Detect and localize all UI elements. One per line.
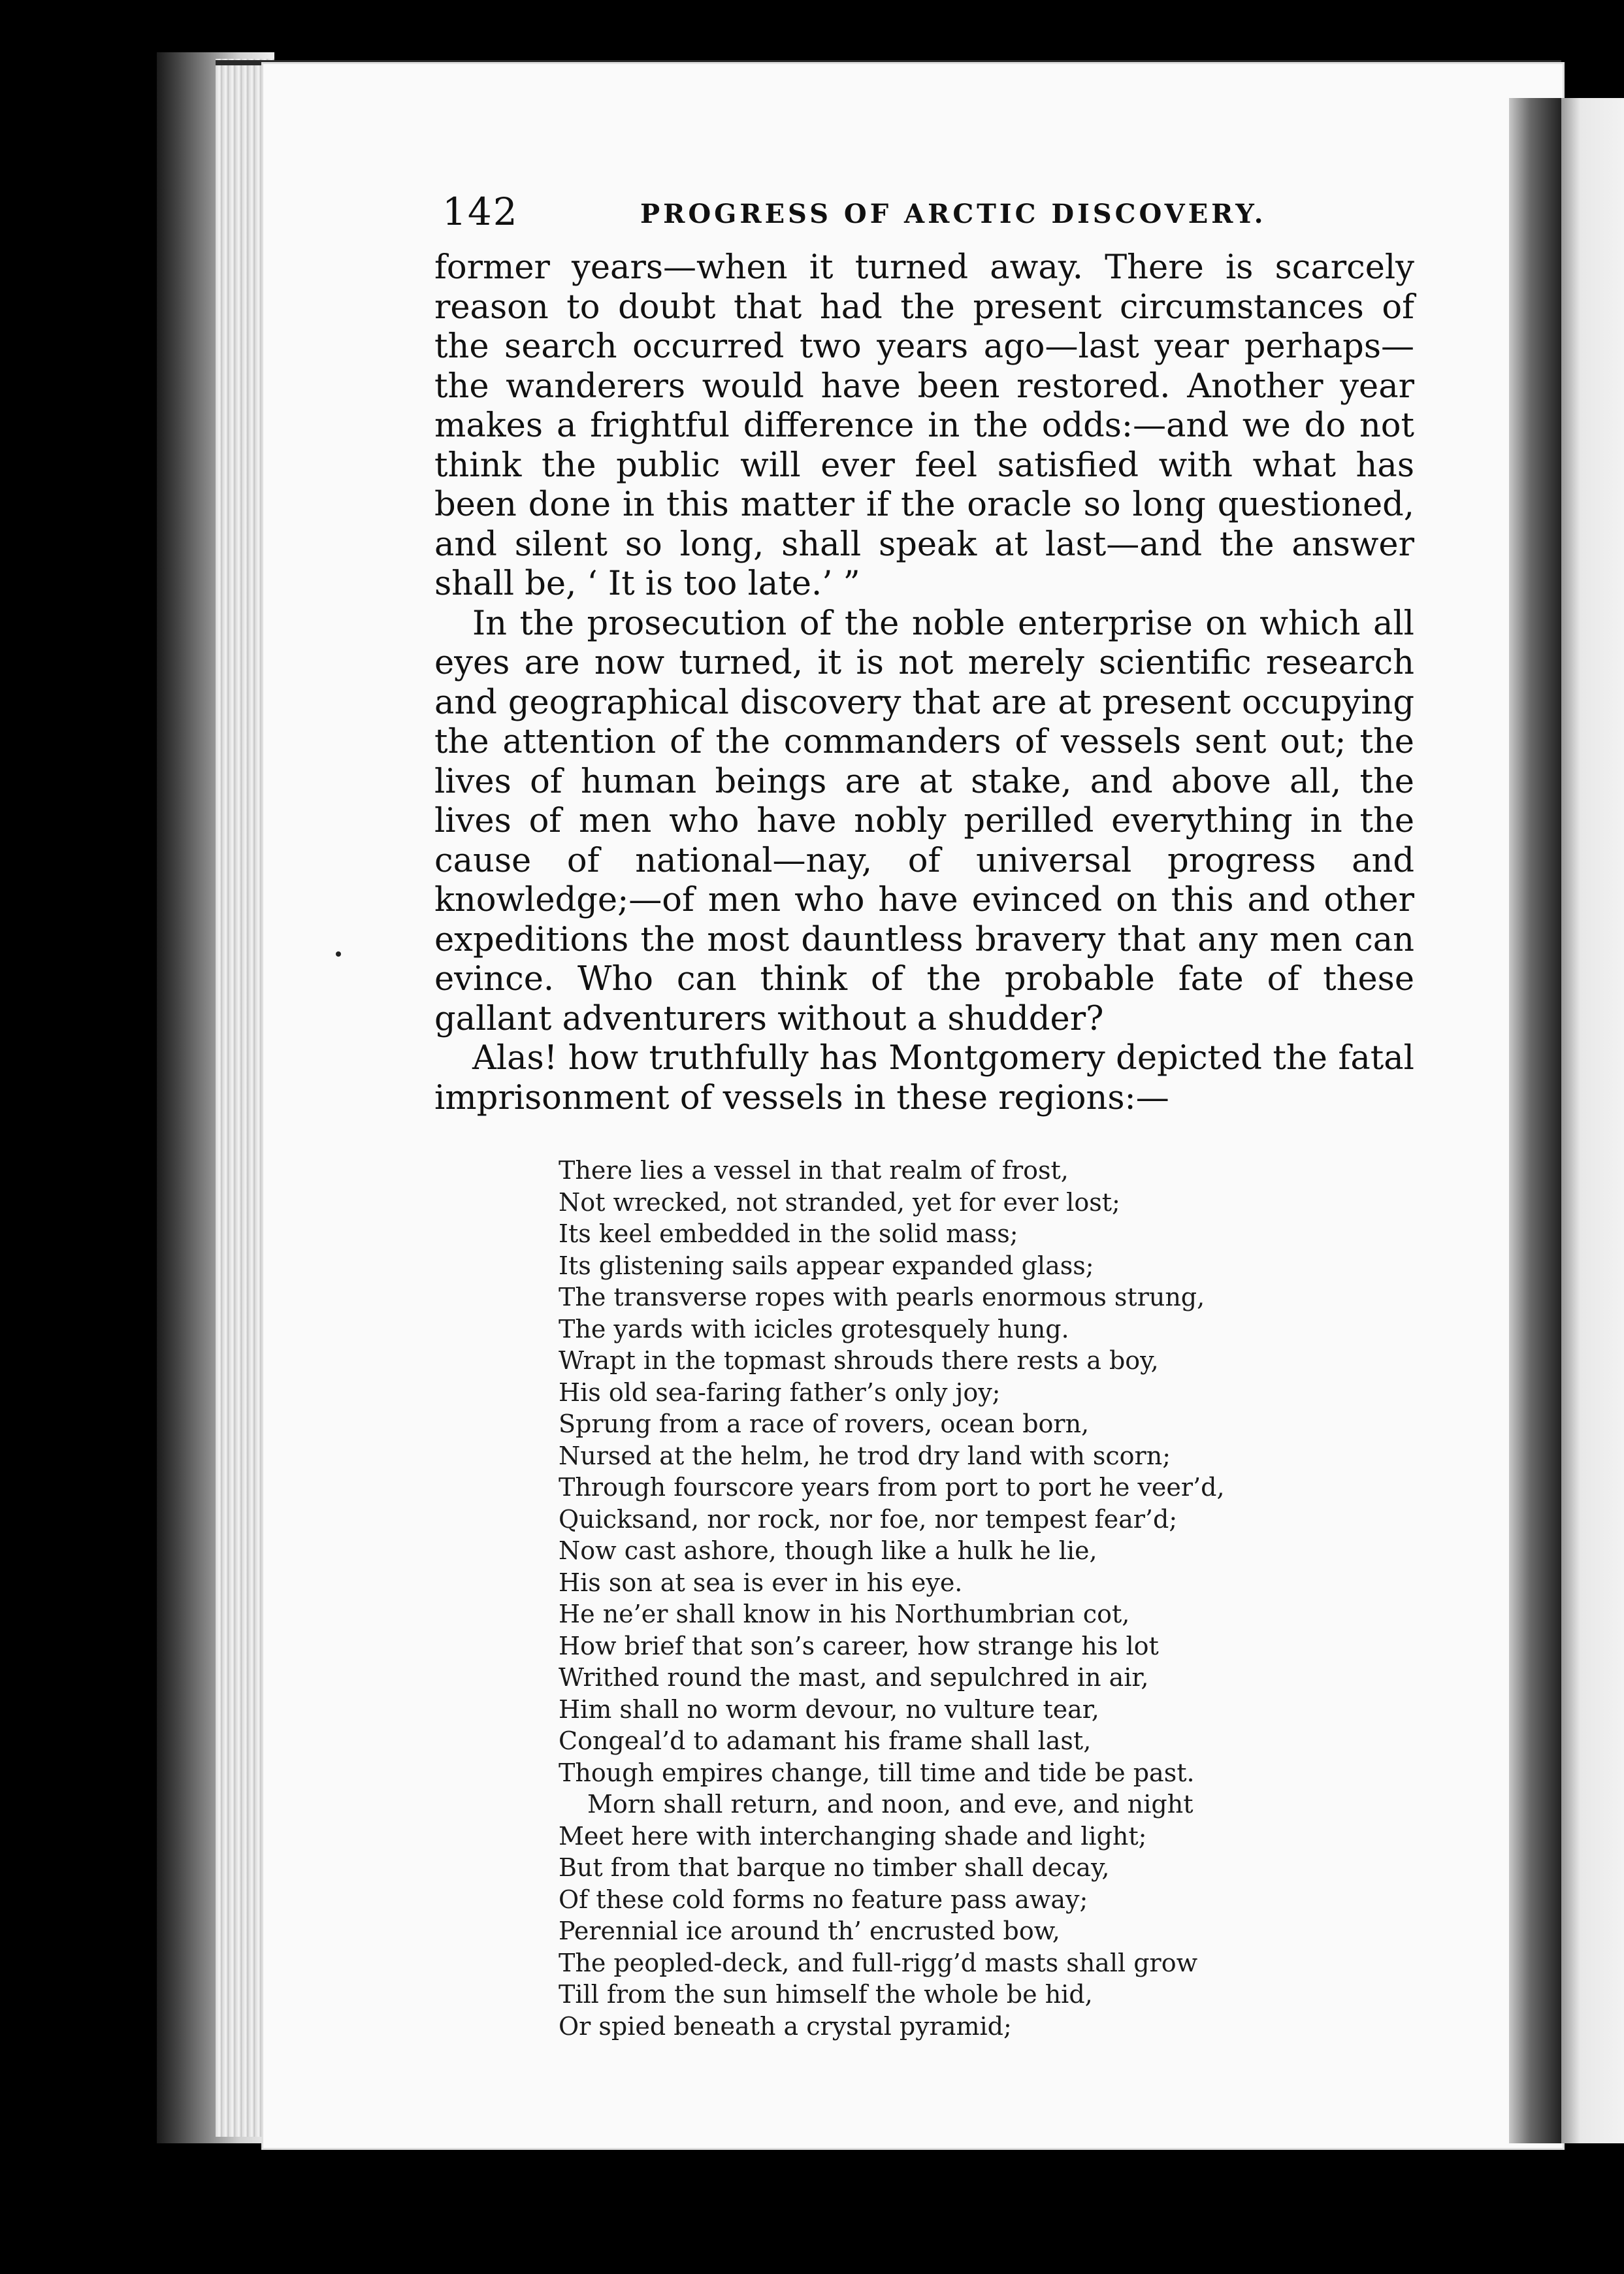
poem-line: Him shall no worm devour, no vulture tear, <box>559 1694 1099 1724</box>
facing-page-edge <box>1561 98 1624 2143</box>
paragraph: Alas! how truthfully has Montgomery depicted the fatal imprisonment of vessels in these regions:— <box>434 1039 1414 1117</box>
poem-line: Nursed at the helm, he trod dry land with scorn; <box>559 1441 1171 1470</box>
poem-line: Of these cold forms no feature pass away; <box>559 1885 1088 1914</box>
poem-line: Perennial ice around th’ encrusted bow, <box>559 1917 1060 1945</box>
poem-line: But from that barque no timber shall decay, <box>559 1853 1110 1882</box>
poem-line: His son at sea is ever in his eye. <box>559 1568 963 1597</box>
poem-line: Sprung from a race of rovers, ocean born, <box>559 1409 1090 1438</box>
poem-line: Through fourscore years from port to port he veer’d, <box>559 1473 1225 1502</box>
poem-line: Meet here with interchanging shade and light; <box>559 1821 1147 1851</box>
poem-line: There lies a vessel in that realm of frost, <box>559 1156 1069 1185</box>
poem-line: Congeal’d to adamant his frame shall last, <box>559 1726 1092 1755</box>
paragraph: In the prosecution of the noble enterprise on which all eyes are now turned, it is not merely scientific research and geographical discovery that are at present occupying the attention of the commanders of vessels sent out; the lives of human beings are at stake, and above all, the lives of men who have nobly perilled everything in the cause of national—nay, of universal progress and knowledge;—of men who have evinced on this and other expeditions the most dauntless bravery that any men can evince. Who can think of the probable fate of these gallant adventurers without a shudder? <box>434 604 1414 1038</box>
ink-speck <box>336 951 341 957</box>
page-number: 142 <box>442 190 519 234</box>
poem-line: Its glistening sails appear expanded glass; <box>559 1251 1094 1280</box>
poem-line: His old sea-faring father’s only joy; <box>559 1377 1001 1407</box>
book-gutter <box>1509 98 1561 2143</box>
poem-line: Quicksand, nor rock, nor foe, nor tempest fear’d; <box>559 1504 1178 1534</box>
page-header <box>434 190 1414 248</box>
poem-line: Wrapt in the topmast shrouds there rests a boy, <box>559 1346 1159 1375</box>
poem-line: Till from the sun himself the whole be hid, <box>559 1980 1093 2009</box>
poem-line: Its keel embedded in the solid mass; <box>559 1219 1018 1248</box>
poem-line: Not wrecked, not stranded, yet for ever lost; <box>559 1187 1120 1217</box>
poem-block <box>559 1155 1414 2042</box>
page-text-block <box>434 190 1414 2042</box>
poem-line: Or spied beneath a crystal pyramid; <box>559 2011 1012 2041</box>
poem-line: Morn shall return, and noon, and eve, and night <box>587 1790 1194 1819</box>
poem-line: He ne’er shall know in his Northumbrian cot, <box>559 1600 1130 1628</box>
prose-body <box>434 248 1414 1118</box>
poem-line: The transverse ropes with pearls enormous strung, <box>559 1283 1205 1311</box>
poem-line: How brief that son’s career, how strange his lot <box>559 1631 1159 1660</box>
running-title: PROGRESS OF ARCTIC DISCOVERY. <box>640 199 1267 229</box>
poem-line: The peopled-deck, and full-rigg’d masts shall grow <box>559 1948 1198 1977</box>
poem-line: The yards with icicles grotesquely hung. <box>559 1314 1069 1343</box>
poem-line: Writhed round the mast, and sepulchred in air, <box>559 1663 1149 1692</box>
poem-line: Now cast ashore, though like a hulk he lie, <box>559 1536 1097 1565</box>
poem-line: Though empires change, till time and tide be past. <box>559 1758 1195 1787</box>
paragraph: former years—when it turned away. There is scarcely reason to doubt that had the present circumstances of the search occurred two years ago—last year perhaps—the wanderers would have been restored. Another year makes a frightful difference in the odds:—and we do not think the public will ever feel satisfied with what has been done in this matter if the oracle so long questioned, and silent so long, shall speak at last—and the answer shall be, ‘ It is too late.’ ” <box>434 248 1414 603</box>
